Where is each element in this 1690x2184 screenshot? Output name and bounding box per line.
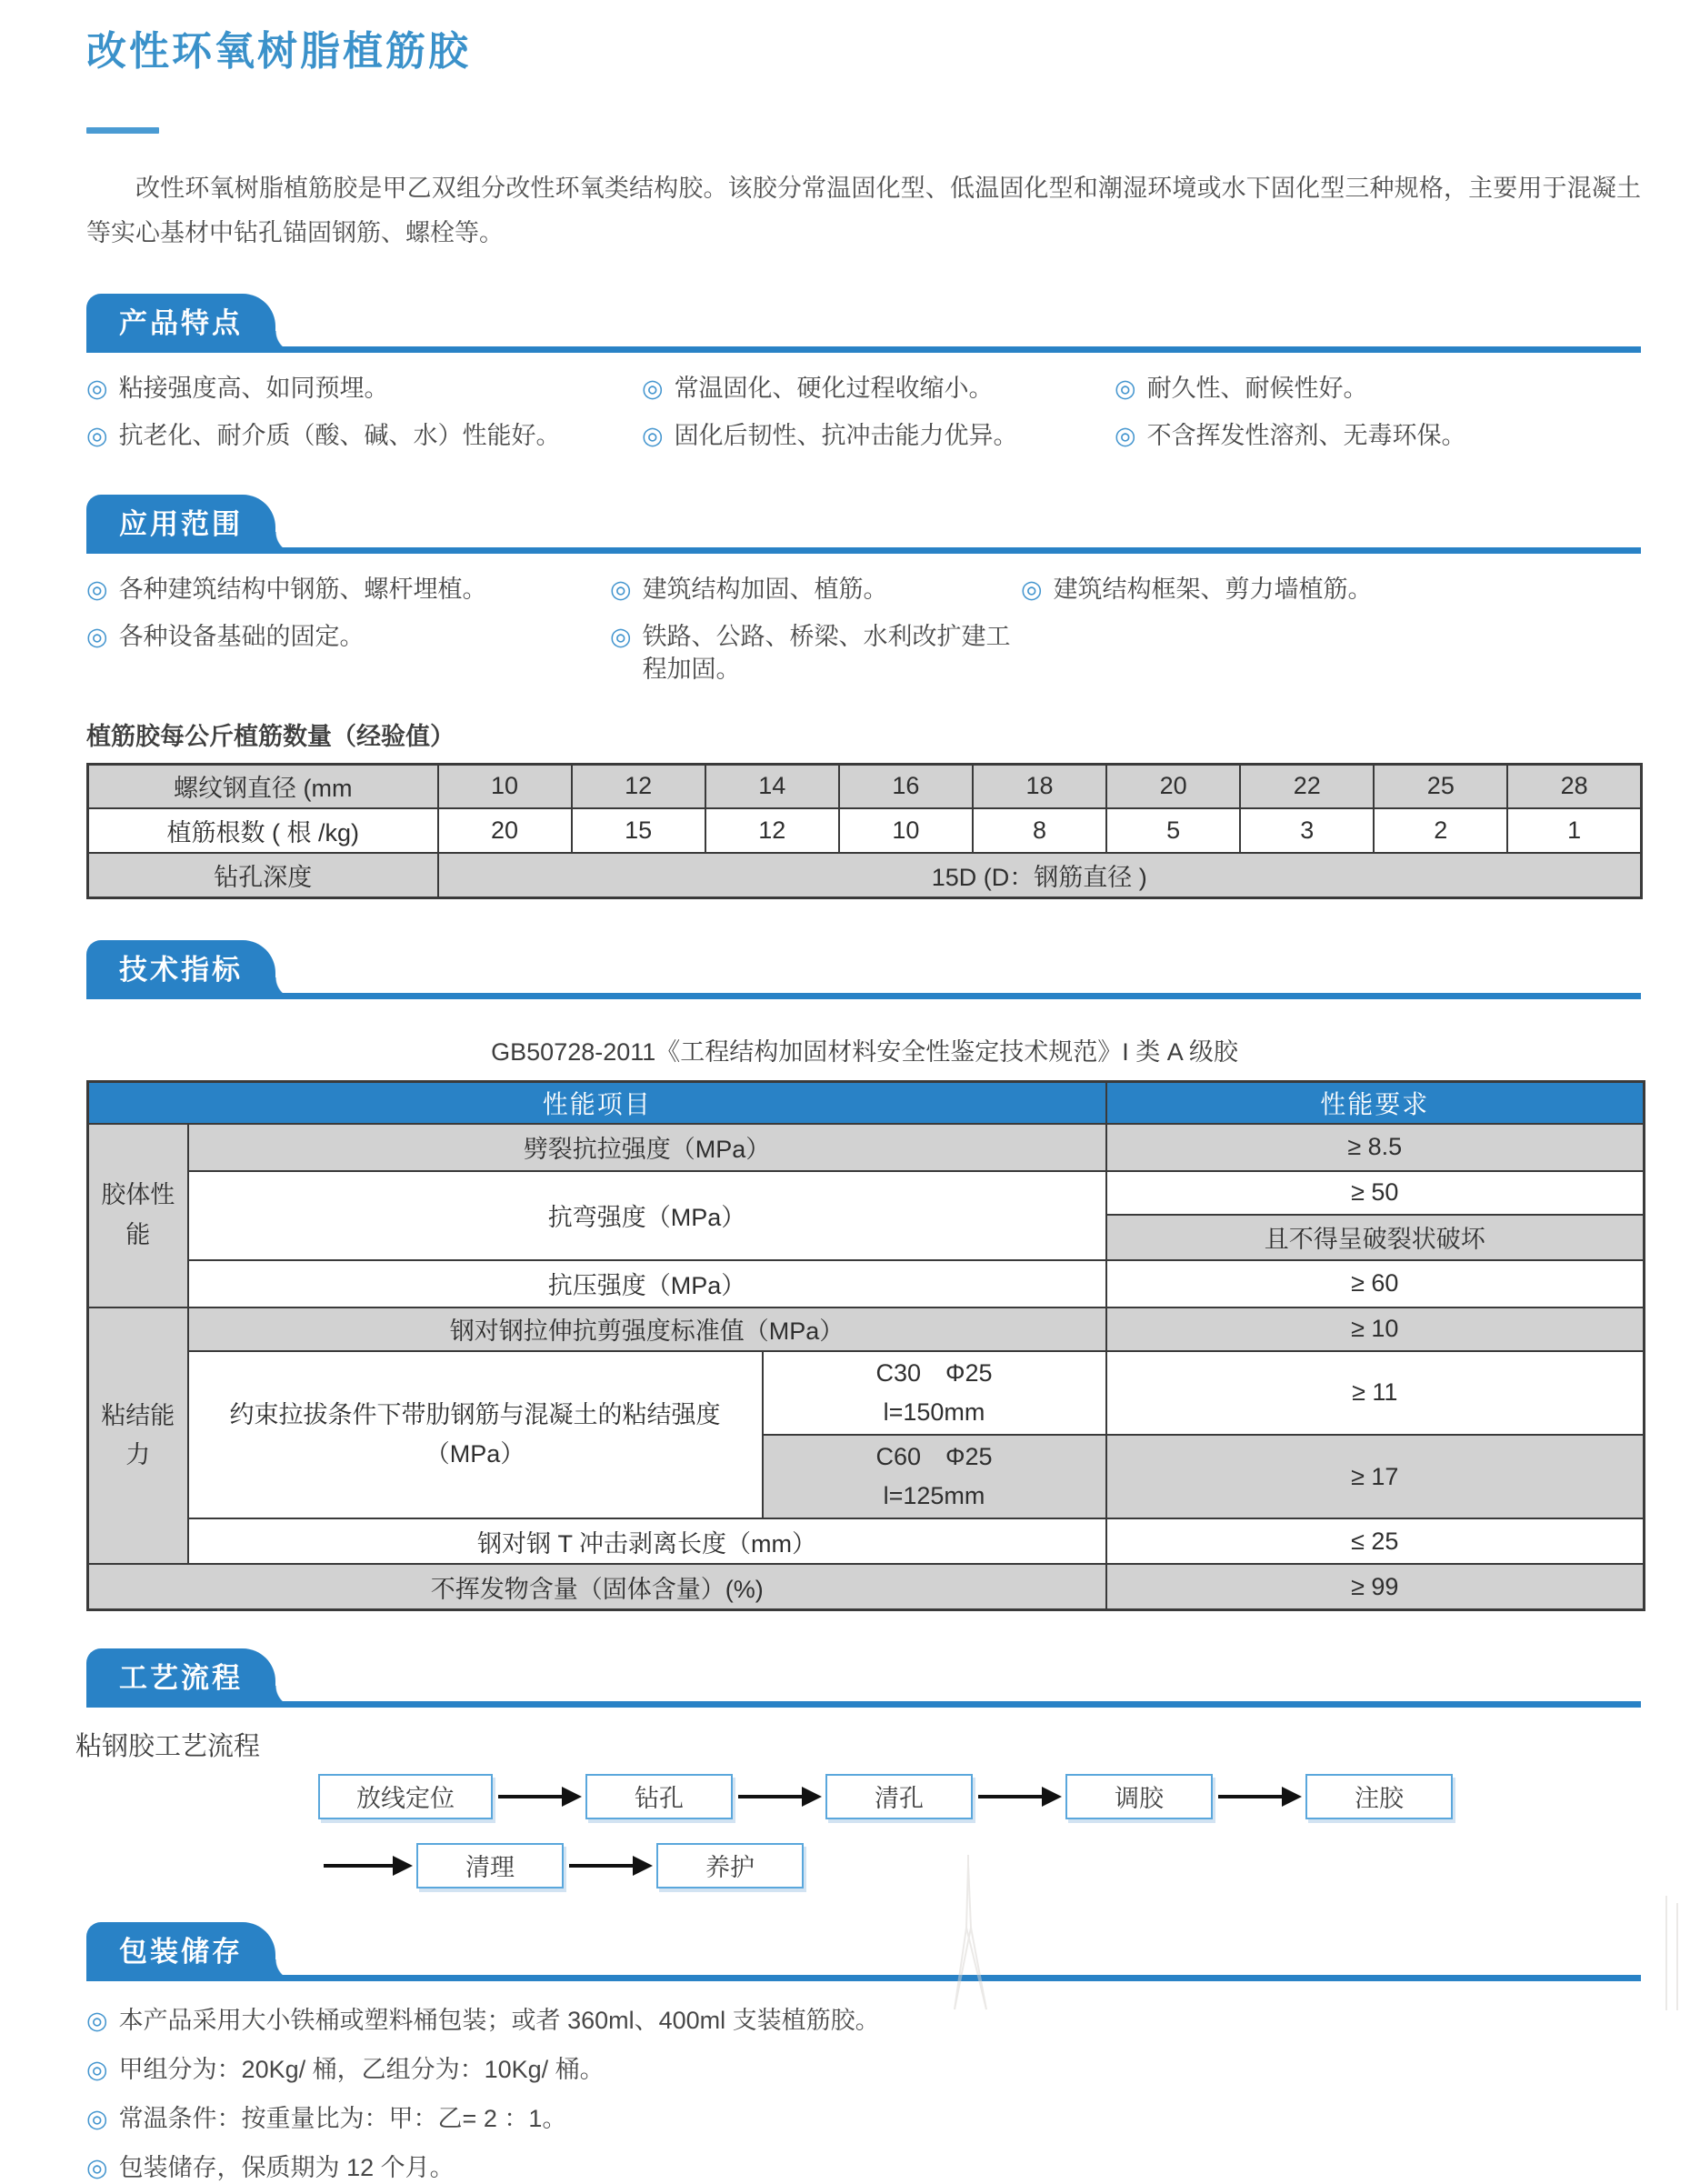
cell: 10 [839, 808, 973, 853]
bullet-icon: ◎ [86, 2154, 108, 2182]
application-text: 各种设备基础的固定。 [118, 623, 365, 651]
list-item [86, 2005, 1641, 2037]
flow-step: 调胶 [1065, 1774, 1213, 1819]
list-item [86, 420, 642, 452]
row-label: 植筋根数 ( 根 /kg) [88, 808, 438, 853]
cell: 1 [1507, 808, 1641, 853]
packaging-text: 常温条件：按重量比为：甲：乙= 2 ：1。 [118, 2105, 567, 2133]
packaging-text: 甲组分为：20Kg/ 桶，乙组分为：10Kg/ 桶。 [118, 2056, 605, 2083]
item-cell: 抗压强度（MPa） [188, 1260, 1106, 1307]
cell: 12 [705, 808, 839, 853]
item-cell: 不挥发物含量（固体含量）(%) [88, 1564, 1106, 1609]
bullet-icon: ◎ [86, 422, 108, 450]
flow-step: 放线定位 [318, 1774, 493, 1819]
cell: 20 [438, 808, 572, 853]
application-text: 各种建筑结构中钢筋、螺杆埋植。 [118, 576, 487, 604]
cell: 12 [572, 764, 705, 808]
list-item [642, 420, 1115, 452]
flow-step: 清理 [416, 1843, 564, 1888]
cell: 28 [1507, 764, 1641, 808]
table-row [88, 1124, 1645, 1171]
table-row [88, 1307, 1645, 1351]
condition-cell [763, 1435, 1106, 1518]
item-cell: 抗弯强度（MPa） [188, 1171, 1106, 1260]
process-badge: 工艺流程 [86, 1648, 275, 1708]
req-cell: ≥ 8.5 [1106, 1124, 1645, 1171]
bullet-icon: ◎ [642, 422, 664, 450]
list-item [86, 574, 610, 606]
bullet-icon: ◎ [642, 375, 664, 403]
arrow-right-icon [569, 1864, 635, 1868]
cell: 25 [1374, 764, 1507, 808]
tech-badge: 技术指标 [86, 940, 275, 999]
cell: 2 [1374, 808, 1507, 853]
item-cell [188, 1351, 763, 1519]
col-header-req: 性能要求 [1106, 1081, 1645, 1124]
feature-text: 抗老化、耐介质（酸、碱、水）性能好。 [118, 422, 561, 450]
cell: 10 [438, 764, 572, 808]
flow-subtitle: 粘钢胶工艺流程 [75, 1731, 261, 1761]
item-line: （MPa） [425, 1440, 525, 1468]
section-header-packaging [86, 1927, 1641, 1981]
packaging-text: 包装储存，保质期为 12 个月。 [118, 2154, 455, 2182]
list-item [1115, 373, 1641, 405]
arrow-right-icon [498, 1795, 564, 1798]
condition-cell [763, 1351, 1106, 1435]
cell: 14 [705, 764, 839, 808]
cell: 20 [1106, 764, 1240, 808]
condition-line: C60 Φ25 [875, 1443, 993, 1471]
bullet-icon: ◎ [86, 623, 108, 651]
title-underline [86, 127, 159, 134]
req-cell: ≥ 50 [1106, 1171, 1645, 1215]
item-cell: 劈裂抗拉强度（MPa） [188, 1124, 1106, 1171]
col-header-item: 性能项目 [88, 1081, 1106, 1124]
cell: 16 [839, 764, 973, 808]
flow-row-1 [318, 1774, 1641, 1819]
list-item [86, 373, 642, 405]
list-item [642, 373, 1115, 405]
group-label-glue: 胶体性能 [88, 1124, 188, 1307]
merged-cell: 15D (D：钢筋直径 ) [438, 853, 1642, 897]
feature-text: 固化后韧性、抗冲击能力优异。 [674, 422, 1018, 450]
list-item [86, 2152, 1641, 2184]
page-title: 改性环氧树脂植筋胶 [86, 29, 471, 74]
bullet-icon: ◎ [86, 375, 108, 403]
flow-step: 钻孔 [585, 1774, 733, 1819]
item-line: 约束拉拔条件下带肋钢筋与混凝土的粘结强度 [229, 1400, 721, 1428]
table-row [88, 1260, 1645, 1307]
cell: 8 [973, 808, 1106, 853]
section-header-tech [86, 945, 1641, 999]
table-row [88, 1518, 1645, 1564]
bullet-icon: ◎ [1115, 422, 1136, 450]
section-header-process [86, 1653, 1641, 1708]
row-label: 钻孔深度 [88, 853, 438, 897]
table-row [88, 1351, 1645, 1435]
arrow-right-icon [978, 1795, 1044, 1798]
table-row [88, 1564, 1645, 1609]
flow-step: 注胶 [1305, 1774, 1453, 1819]
cell: 5 [1106, 808, 1240, 853]
packaging-badge: 包装储存 [86, 1922, 275, 1981]
table-row [88, 1171, 1645, 1215]
bullet-icon: ◎ [1021, 576, 1043, 604]
condition-line: l=150mm [883, 1398, 985, 1426]
packaging-list [86, 2005, 1641, 2184]
arrow-right-icon [1218, 1795, 1284, 1798]
bullet-icon: ◎ [1115, 375, 1136, 403]
arrow-right-icon [738, 1795, 804, 1798]
table-row [88, 853, 1642, 897]
req-cell: ≥ 60 [1106, 1260, 1645, 1307]
applications-badge: 应用范围 [86, 495, 275, 554]
bullet-icon: ◎ [86, 576, 108, 604]
bullet-icon: ◎ [86, 2105, 108, 2133]
application-text: 铁路、公路、桥梁、水利改扩建工程加固。 [642, 623, 1011, 683]
req-cell: 且不得呈破裂状破坏 [1106, 1215, 1645, 1260]
features-list [86, 373, 1641, 452]
feature-text: 常温固化、硬化过程收缩小。 [674, 375, 994, 403]
list-item [1021, 574, 1641, 606]
list-item [610, 621, 1021, 685]
flow-row-2 [318, 1843, 1641, 1888]
section-header-features [86, 298, 1641, 353]
flow-step: 清孔 [825, 1774, 973, 1819]
list-item [86, 2054, 1641, 2086]
feature-text: 不含挥发性溶剂、无毒环保。 [1146, 422, 1466, 450]
section-header-applications [86, 499, 1641, 554]
list-item [86, 621, 610, 685]
process-flowchart [318, 1774, 1641, 1888]
cell: 22 [1240, 764, 1374, 808]
req-cell: ≤ 25 [1106, 1518, 1645, 1564]
bullet-icon: ◎ [610, 623, 632, 651]
tech-standard-caption: GB50728-2011《工程结构加固材料安全性鉴定技术规范》I 类 A 级胶 [491, 1037, 1238, 1066]
flow-step: 养护 [656, 1843, 804, 1888]
applications-list [86, 574, 1641, 685]
req-cell: ≥ 99 [1106, 1564, 1645, 1609]
req-cell: ≥ 10 [1106, 1307, 1645, 1351]
list-item [86, 2103, 1641, 2135]
packaging-text: 本产品采用大小铁桶或塑料桶包装；或者 360ml、400ml 支装植筋胶。 [118, 2006, 880, 2034]
rebar-table-caption: 植筋胶每公斤植筋数量（经验值） [86, 722, 455, 750]
req-cell: ≥ 17 [1106, 1435, 1645, 1518]
application-text: 建筑结构框架、剪力墙植筋。 [1053, 576, 1373, 604]
features-badge: 产品特点 [86, 294, 275, 353]
group-label-bond: 粘结能力 [88, 1307, 188, 1565]
rebar-quantity-table [86, 763, 1643, 899]
condition-line: l=125mm [883, 1482, 985, 1510]
req-cell: ≥ 11 [1106, 1351, 1645, 1435]
condition-line: C30 Φ25 [875, 1358, 993, 1387]
intro-paragraph: 改性环氧树脂植筋胶是甲乙双组分改性环氧类结构胶。该胶分常温固化型、低温固化型和潮湿环境或水下固化型三种规格，主要用于混凝土等实心基材中钻孔锚固钢筋、螺栓等。 [86, 175, 1641, 246]
bullet-icon: ◎ [86, 2006, 108, 2034]
item-cell: 钢对钢拉伸抗剪强度标准值（MPa） [188, 1307, 1106, 1351]
cell: 3 [1240, 808, 1374, 853]
row-label: 螺纹钢直径 (mm [88, 764, 438, 808]
list-item [1115, 420, 1641, 452]
item-cell: 钢对钢 T 冲击剥离长度（mm） [188, 1518, 1106, 1564]
application-text: 建筑结构加固、植筋。 [642, 576, 888, 604]
cell: 15 [572, 808, 705, 853]
feature-text: 耐久性、耐候性好。 [1146, 375, 1368, 403]
table-row [88, 808, 1642, 853]
feature-text: 粘接强度高、如同预埋。 [118, 375, 389, 403]
bullet-icon: ◎ [610, 576, 632, 604]
bullet-icon: ◎ [86, 2056, 108, 2083]
list-item [610, 574, 1021, 606]
cell: 18 [973, 764, 1106, 808]
table-row [88, 764, 1642, 808]
table-header-row [88, 1081, 1645, 1124]
arrow-right-icon [324, 1864, 395, 1868]
tech-spec-table [86, 1080, 1645, 1611]
